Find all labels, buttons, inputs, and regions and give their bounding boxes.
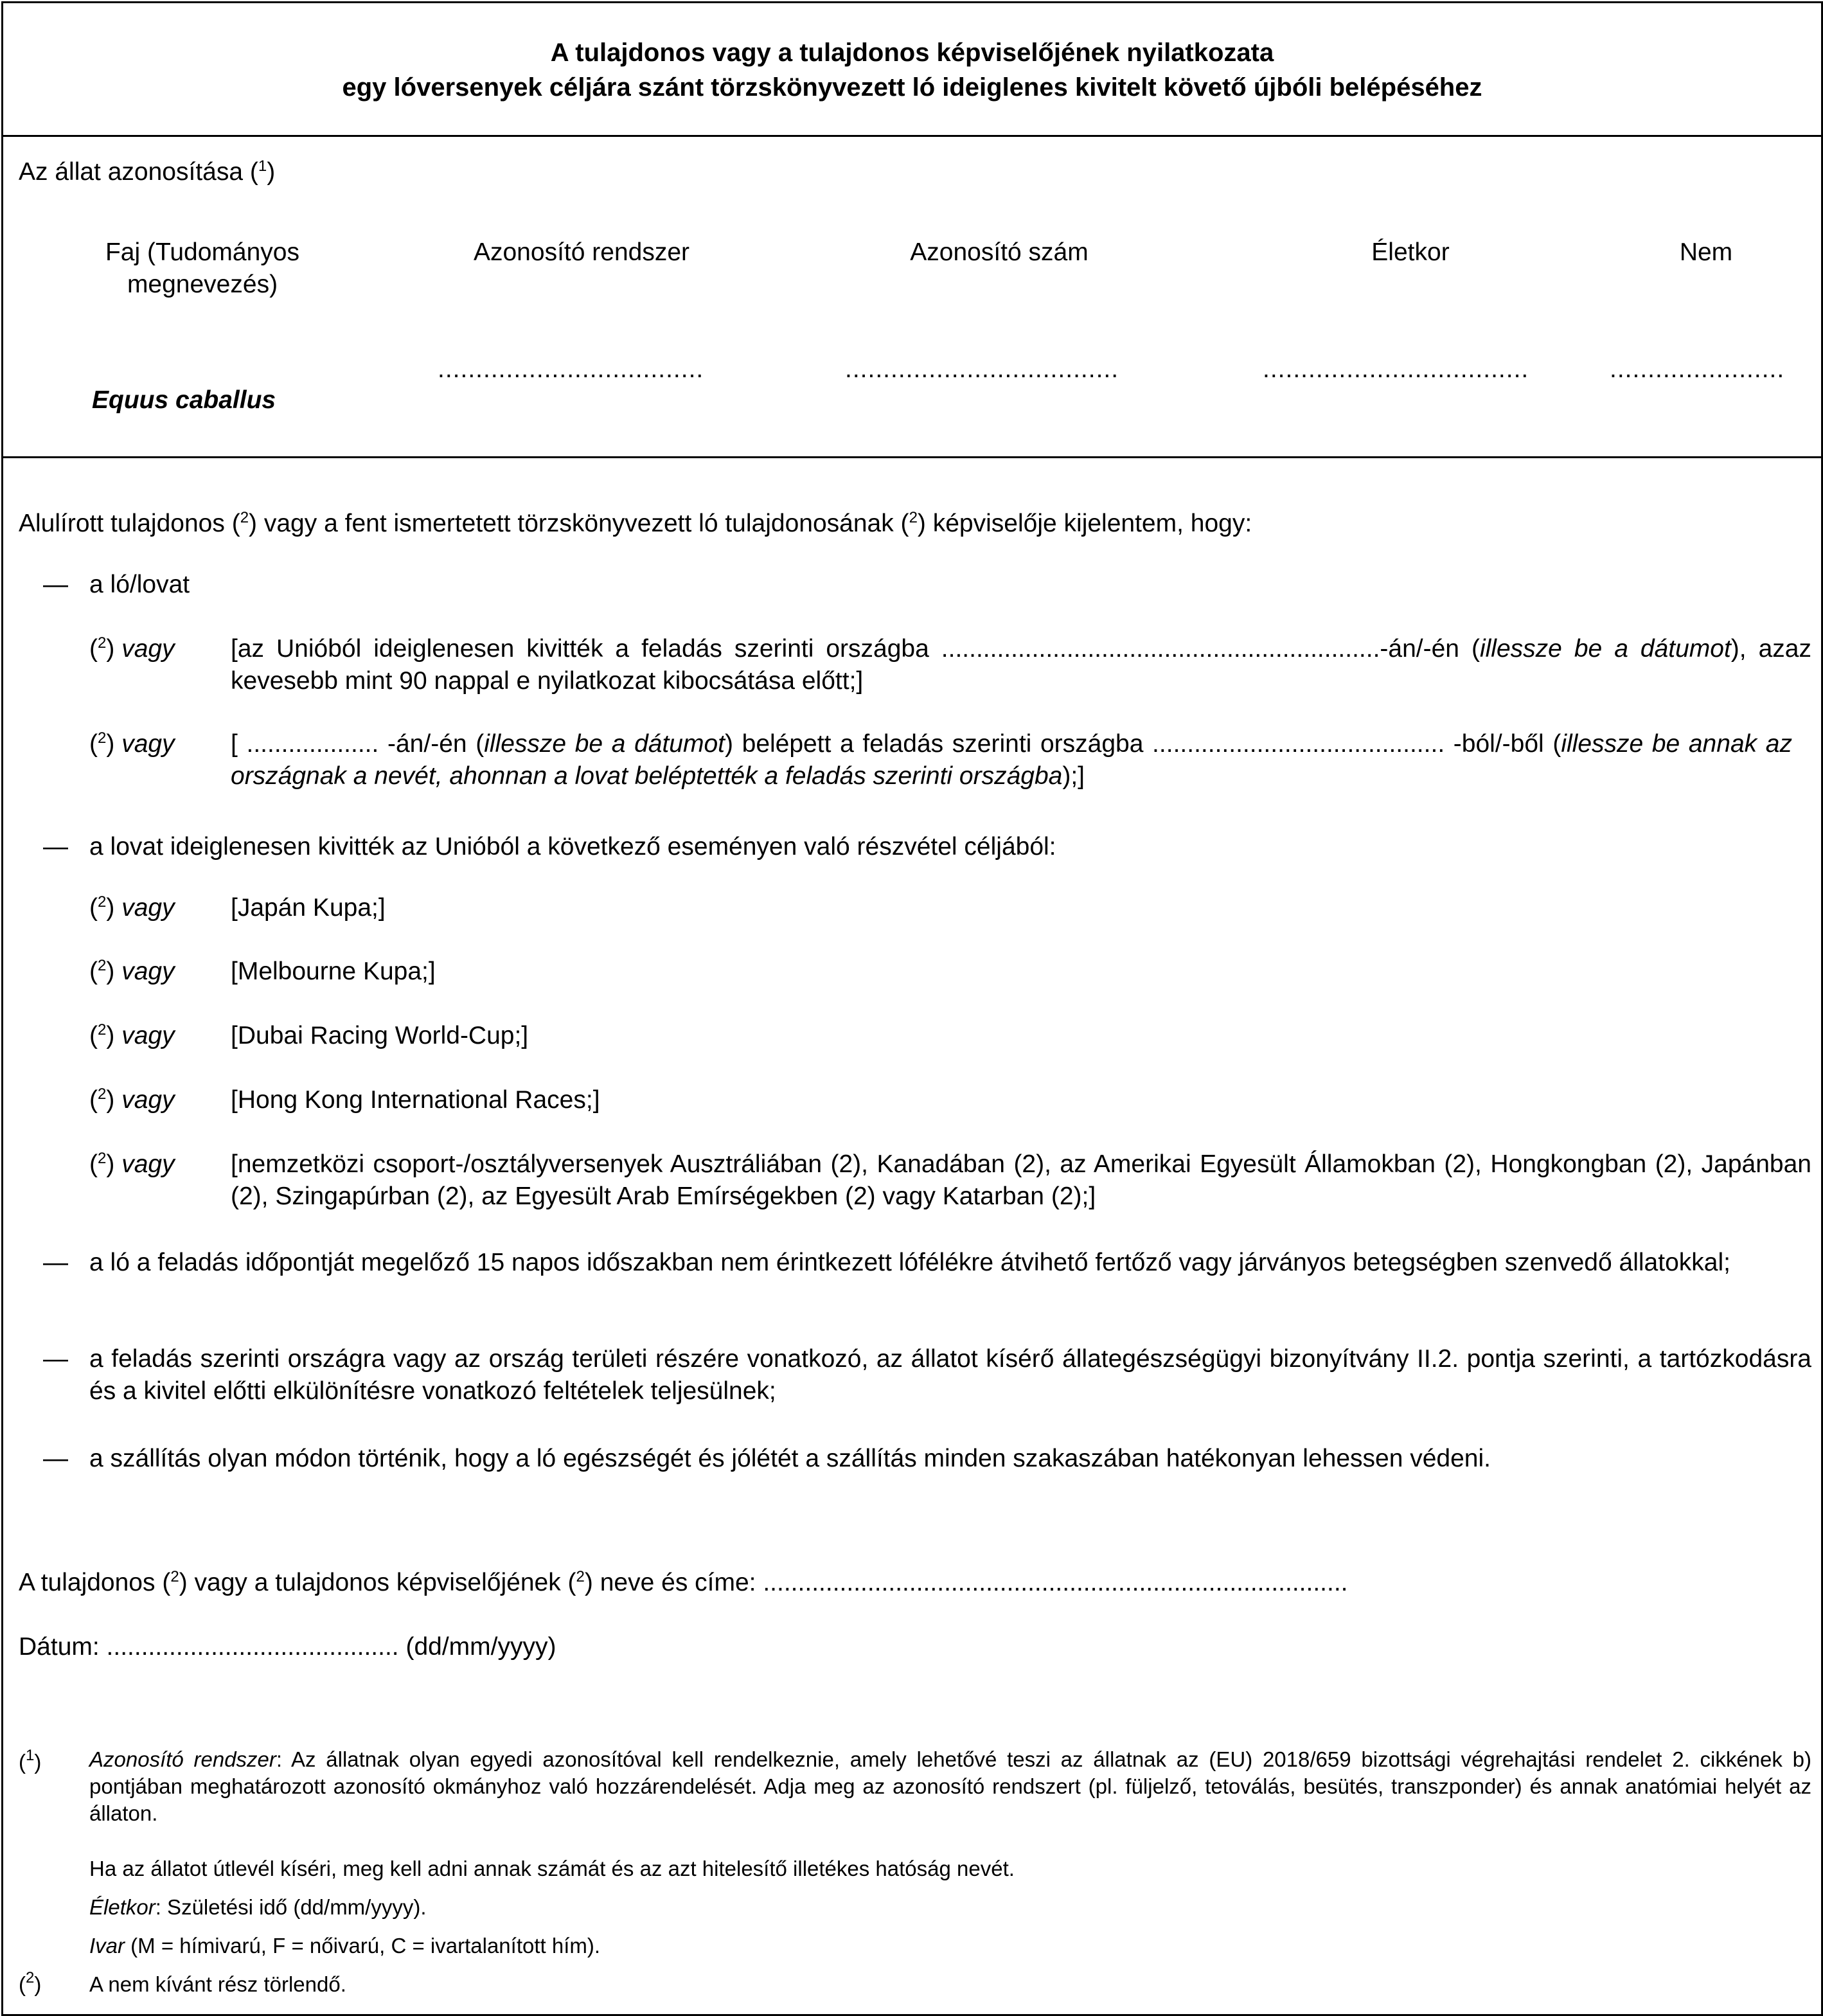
footnote-2-text: A nem kívánt rész törlendő. xyxy=(89,1972,346,1996)
event-2-marker: ($^2$) vagy xyxy=(89,957,175,985)
col-id-system-label: Azonosító rendszer xyxy=(473,238,689,266)
footnote-1-sex: Ivar (M = hímivarú, F = nőivarú, C = ivartalanított hím). xyxy=(89,1934,601,1958)
item-transport: a szállítás olyan módon történik, hogy a ló egészségét és jólétét a szállítás minden szakaszában hatékonyan lehessen védeni. xyxy=(89,1445,1491,1472)
option-1-marker: ($^2$) vagy xyxy=(89,634,175,663)
dash-1: — xyxy=(43,571,68,598)
date-field[interactable]: Dátum: .......................................... (dd/mm/yyyy) xyxy=(19,1633,556,1661)
event-1-marker: ($^2$) vagy xyxy=(89,893,175,922)
declaration-form xyxy=(1,1,1823,2016)
event-melbourne-cup[interactable]: [Melbourne Kupa;] xyxy=(231,958,436,985)
event-3-marker: ($^2$) vagy xyxy=(89,1021,175,1049)
event-dubai-world-cup[interactable]: [Dubai Racing World-Cup;] xyxy=(231,1022,529,1049)
title-line-2: egy lóversenyek céljára szánt törzskönyvezett ló ideiglenes kivitelt követő újbóli belépéséhez xyxy=(342,73,1482,102)
form-header xyxy=(3,3,1821,137)
event-5-marker: ($^2$) vagy xyxy=(89,1150,175,1178)
declaration-intro: Alulírott tulajdonos ($^2$) vagy a fent ismertetett törzskönyvezett ló tulajdonosának ($^2$) képviselője kijelentem, hogy: xyxy=(19,509,1252,537)
col-sex-label: Nem xyxy=(1679,238,1733,266)
dash-5: — xyxy=(43,1445,68,1472)
event-hong-kong-races[interactable]: [Hong Kong International Races;] xyxy=(231,1086,600,1114)
species-value: Equus caballus xyxy=(92,386,276,414)
sex-field[interactable]: ....................... xyxy=(1610,355,1785,383)
dash-4: — xyxy=(43,1345,68,1373)
event-group-races[interactable]: [nemzetközi csoport-/osztályversenyek Ausztráliában (2), Kanadában (2), az Amerikai Egyesült Államokban (2), Hongkongban (2), Japánban (2), Szingapúrban (2), az Egyesült Arab Emírségekben (2) vagy Katarban (2);] xyxy=(231,1150,1811,1210)
footnote-1-age: Életkor: Születési idő (dd/mm/yyyy). xyxy=(89,1895,427,1919)
identification-title: Az állat azonosítása ($^1$) xyxy=(19,157,276,186)
option-1-text[interactable]: [az Unióból ideiglenesen kivitték a feladás szerinti országba ...............................................................-án/-én (illessze be a dátumot), azaz kevesebb mint 90 nappal e nyilatkozat kibocsátása előtt;] xyxy=(231,635,1811,695)
col-age-label: Életkor xyxy=(1371,238,1450,266)
id-number-field[interactable]: .................................... xyxy=(845,355,1119,383)
item-event: a lovat ideiglenesen kivitték az Unióból a következő eseményen való részvétel céljából: xyxy=(89,833,1056,861)
item-conditions: a feladás szerinti országra vagy az ország területi részére vonatkozó, az állatot kísérő állategészségügyi bizonyítvány II.2. pontja szerinti, a tartózkodásra és a kivitel előtti elkülönítésre vonatkozó feltételek teljesülnek; xyxy=(89,1345,1811,1405)
title-line-1: A tulajdonos vagy a tulajdonos képviselőjének nyilatkozata xyxy=(550,39,1274,67)
item-no-contact: a ló a feladás időpontját megelőző 15 napos időszakban nem érintkezett lófélékre átvihető fertőző vagy járványos betegségben szenvedő állatokkal; xyxy=(89,1249,1730,1276)
id-system-field[interactable]: ................................... xyxy=(438,355,704,383)
footnote-1-text: Azonosító rendszer: Az állatnak olyan egyedi azonosítóval kell rendelkeznie, amely lehetővé teszi az állatnak az (EU) 2018/659 bizottsági végrehajtási rendelet 2. cikkének b) pontjában meghatározott azonosító okmányhoz való hozzárendelését. Adja meg az azonosító rendszert (pl. füljelző, tetoválás, besütés, transzponder) és annak anatómiai helyét az állaton. xyxy=(89,1747,1811,1825)
owner-name-address-field[interactable]: A tulajdonos ($^2$) vagy a tulajdonos képviselőjének ($^2$) neve és címe: .................................................................................... xyxy=(19,1568,1348,1596)
footnote-1-passport: Ha az állatot útlevél kíséri, meg kell adni annak számát és az azt hitelesítő illetékes hatóság nevét. xyxy=(89,1857,1015,1880)
option-2-text[interactable]: [ ................... -án/-én (illessze be a dátumot) belépett a feladás szerinti országba .......................................... -ból/-ből (illessze be annak az országnak a nevét, ahonnan a lovat beléptették a feladás szerinti országba);] xyxy=(231,730,1792,790)
age-field[interactable]: ................................... xyxy=(1263,355,1529,383)
identification-section xyxy=(3,137,1821,458)
col-id-number-label: Azonosító szám xyxy=(910,238,1089,266)
item-horse: a ló/lovat xyxy=(89,571,190,598)
dash-3: — xyxy=(43,1249,68,1276)
col-species-label: Faj (Tudományos megnevezés) xyxy=(105,238,299,298)
event-japan-cup[interactable]: [Japán Kupa;] xyxy=(231,894,386,922)
dash-2: — xyxy=(43,833,68,861)
footnote-1-marker: ($^1$) xyxy=(19,1747,42,1774)
event-4-marker: ($^2$) vagy xyxy=(89,1085,175,1114)
footnote-2-marker: ($^2$) xyxy=(19,1969,42,1996)
option-2-marker: ($^2$) vagy xyxy=(89,729,175,758)
